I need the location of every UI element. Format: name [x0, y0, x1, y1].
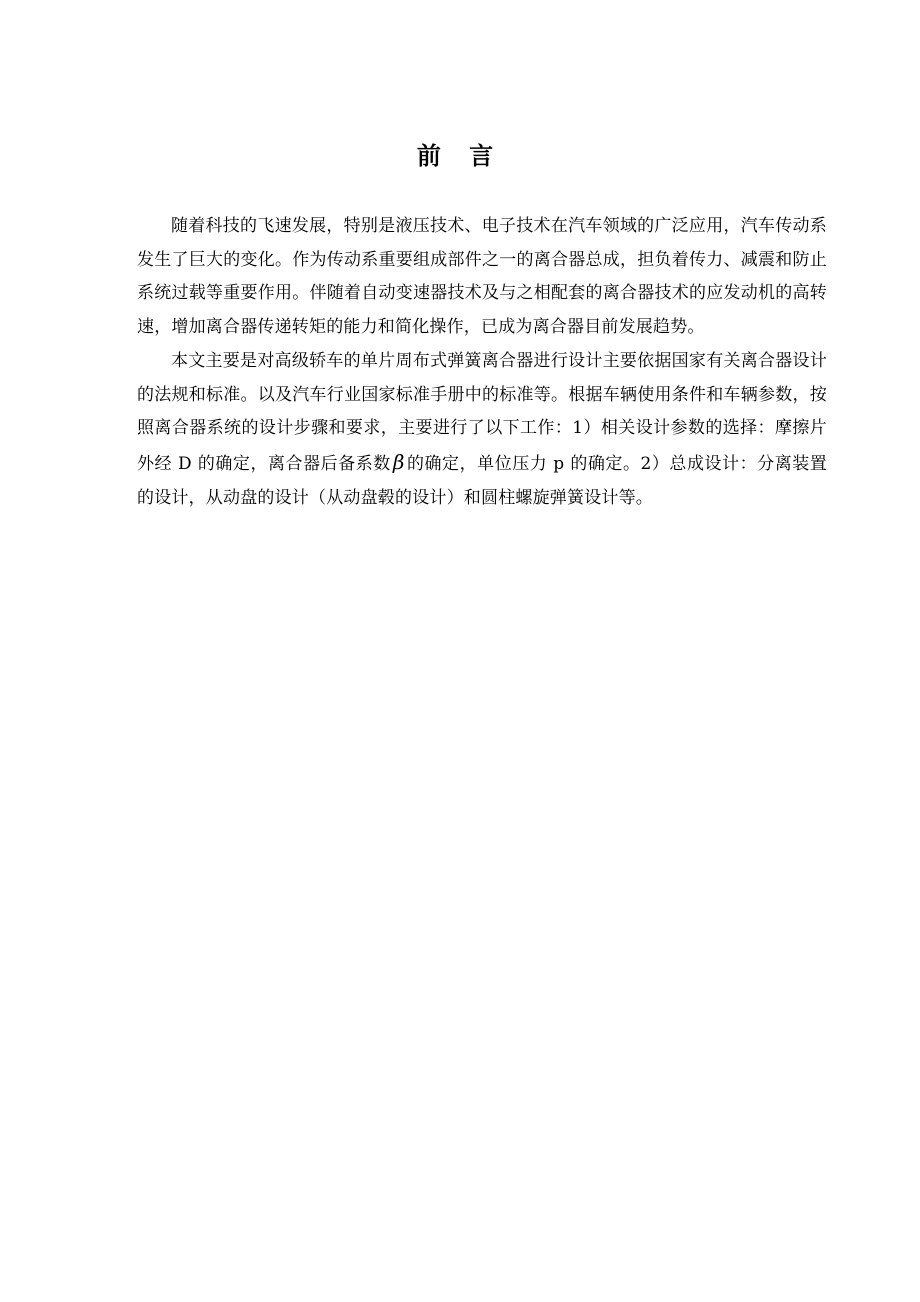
paragraph-2-part-1: 本文主要是对高级轿车的单片周布式弹簧离合器进行设计主要依据国家有关离合器设计的法规和标准。以及汽车行业国家标准手册中的标准等。根据车辆使用条件和车辆参数，按照离合器系统的设计步骤和要求，主要进行了以下工作：1）相关设计参数的选择：摩擦片外经 D 的确定，离合器后备系数: [137, 350, 827, 474]
body-text: [137, 210, 827, 515]
paragraph-1: 随着科技的飞速发展，特别是液压技术、电子技术在汽车领域的广泛应用，汽车传动系发生了巨大的变化。作为传动系重要组成部件之一的离合器总成，担负着传力、减震和防止系统过载等重要作用。伴随着自动变速器技术及与之相配套的离合器技术的应发动机的高转速，增加离合器传递转矩的能力和简化操作，已成为离合器目前发展趋势。: [137, 216, 827, 338]
paragraph-2: [137, 345, 827, 516]
page-title: 前 言: [416, 142, 504, 170]
paragraph-2-part-2: 的确定，单位压力 p 的确定。2）总成设计：分离装置的设计，从动盘的设计（从动盘毂的设计）和圆柱螺旋弹簧设计等。: [137, 453, 827, 508]
beta-symbol: β: [392, 449, 405, 474]
